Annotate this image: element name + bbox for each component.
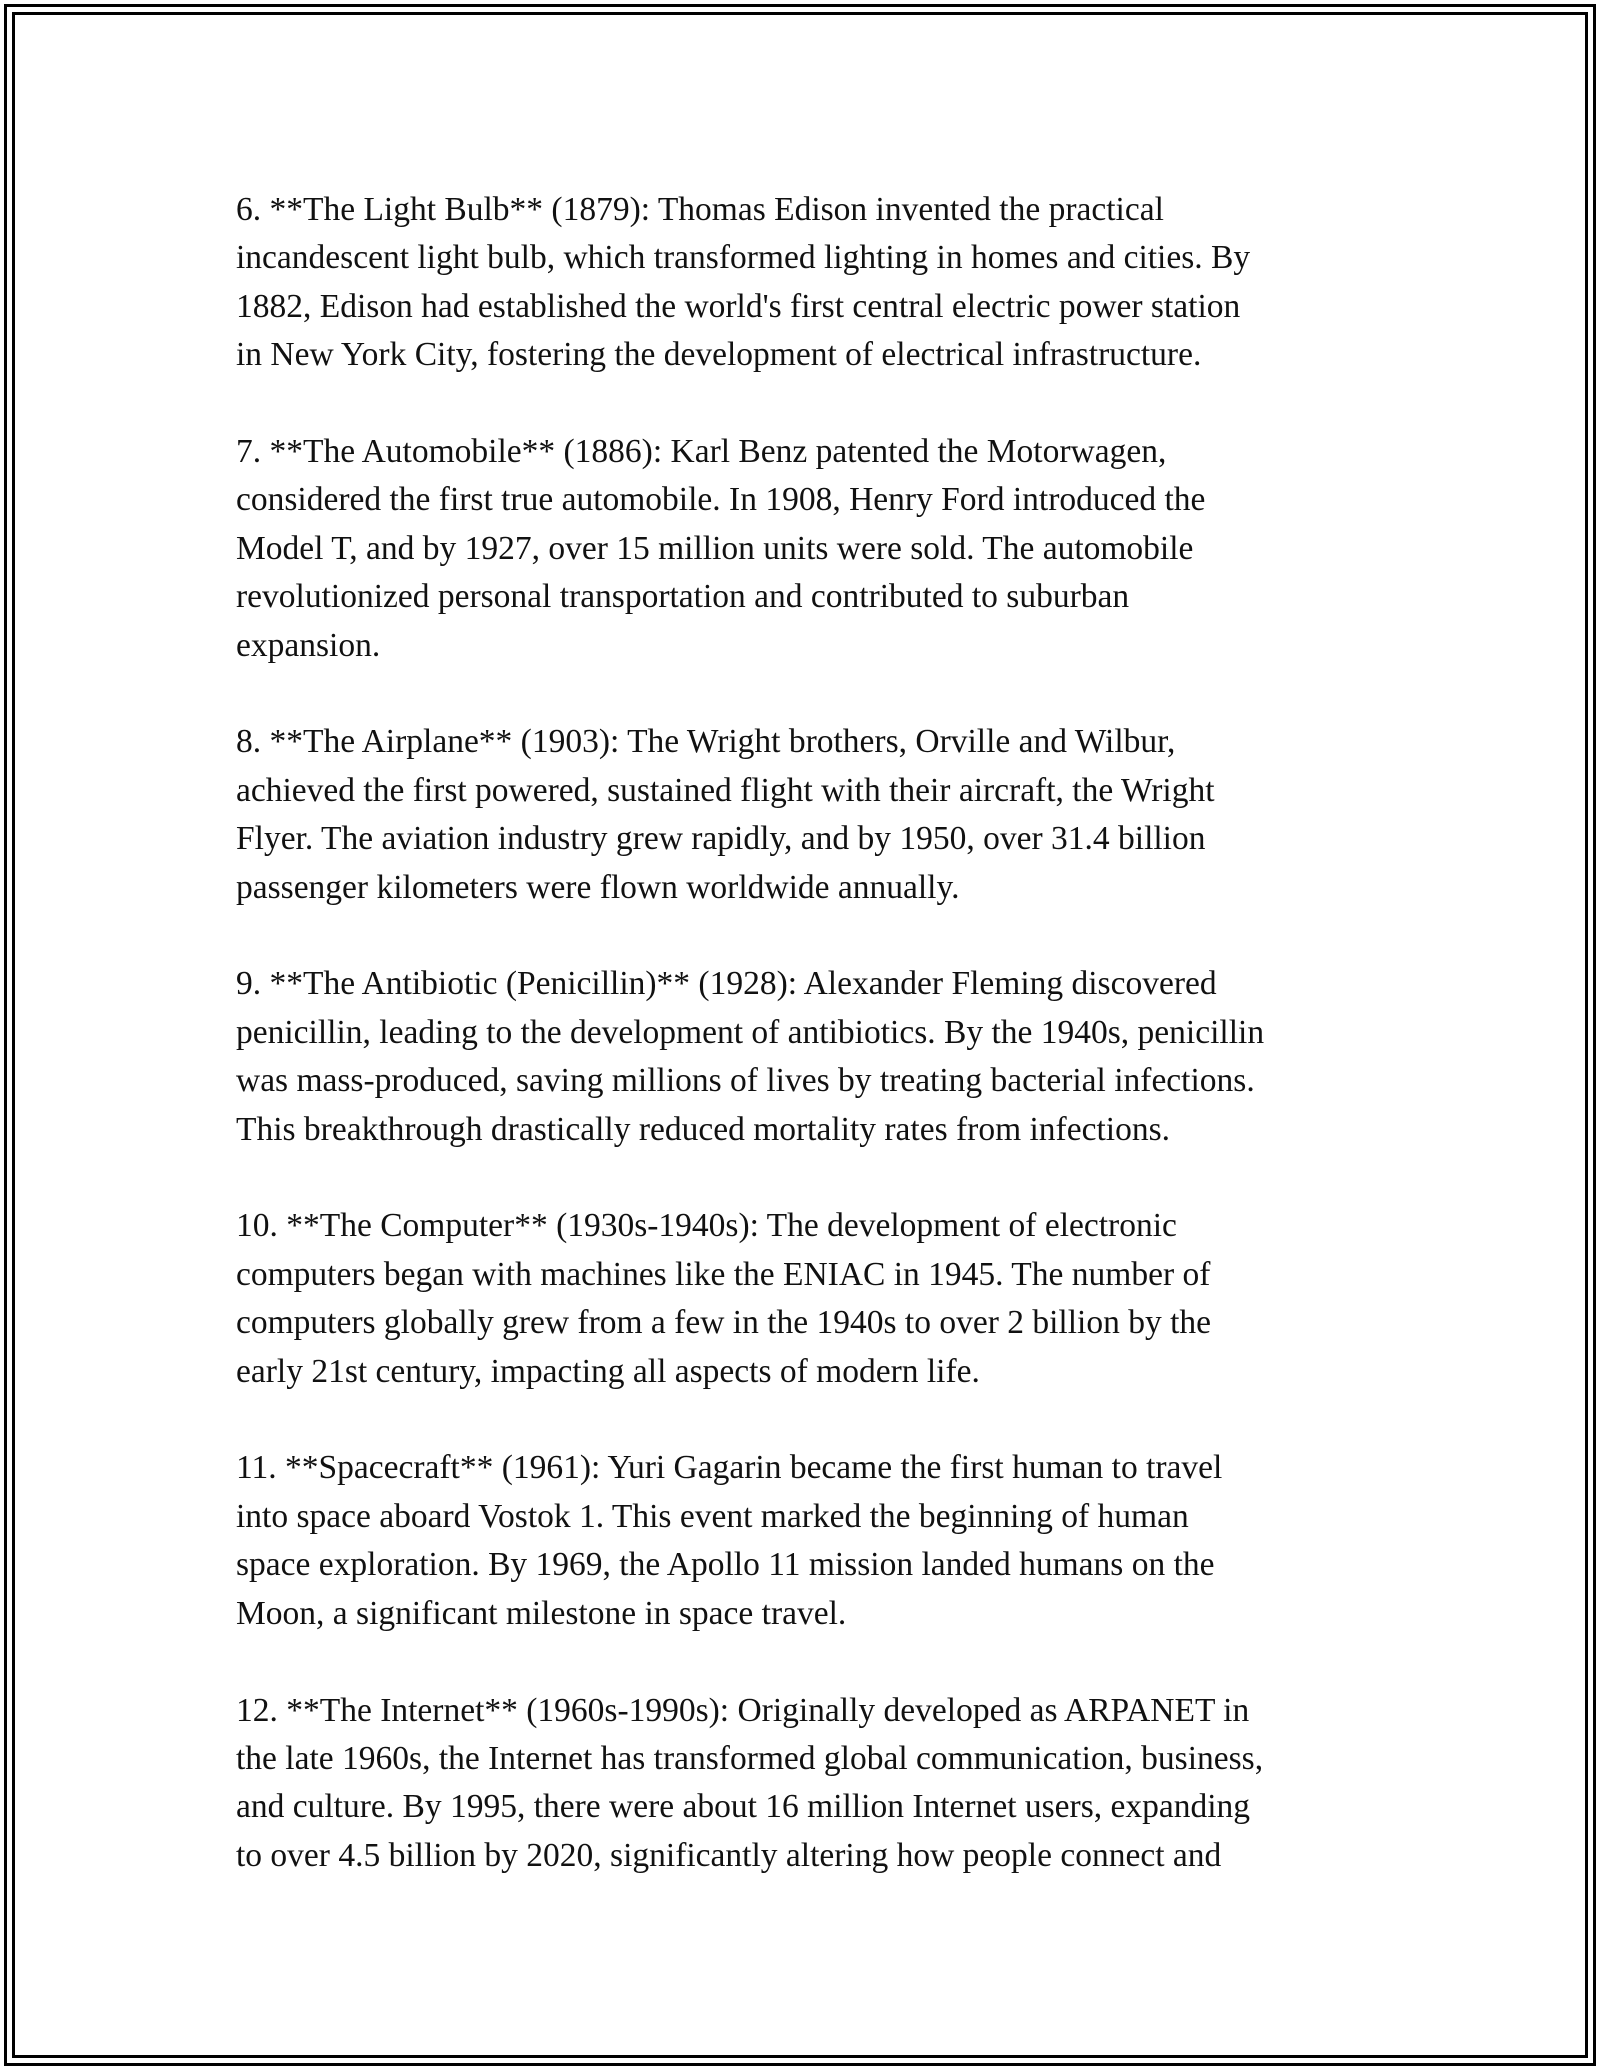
text-line: 7. **The Automobile** (1886): Karl Benz patented the Motorwagen, — [236, 433, 1167, 471]
paragraph-spacecraft — [236, 1444, 1376, 1638]
paragraph-airplane — [236, 718, 1376, 912]
paragraph-internet — [236, 1687, 1376, 1881]
text-line: 11. **Spacecraft** (1961): Yuri Gagarin became the first human to travel — [236, 1449, 1223, 1487]
text-line: and culture. By 1995, there were about 16 million Internet users, expanding — [236, 1788, 1251, 1826]
text-line: expansion. — [236, 626, 381, 664]
text-line: early 21st century, impacting all aspects of modern life. — [236, 1352, 980, 1390]
text-line: incandescent light bulb, which transformed lighting in homes and cities. By — [236, 239, 1251, 277]
text-line: considered the first true automobile. In 1908, Henry Ford introduced the — [236, 481, 1206, 519]
text-line: 12. **The Internet** (1960s-1990s): Originally developed as ARPANET in — [236, 1691, 1250, 1729]
text-line: was mass-produced, saving millions of lives by treating bacterial infections. — [236, 1062, 1255, 1100]
text-line: to over 4.5 billion by 2020, significantly altering how people connect and — [236, 1836, 1222, 1874]
text-line: Flyer. The aviation industry grew rapidly, and by 1950, over 31.4 billion — [236, 820, 1206, 858]
text-line: space exploration. By 1969, the Apollo 11 mission landed humans on the — [236, 1546, 1215, 1584]
text-line: passenger kilometers were flown worldwide annually. — [236, 868, 960, 906]
paragraph-light-bulb — [236, 186, 1376, 380]
text-line: computers globally grew from a few in the 1940s to over 2 billion by the — [236, 1304, 1212, 1342]
text-line: achieved the first powered, sustained flight with their aircraft, the Wright — [236, 771, 1215, 809]
text-line: in New York City, fostering the development of electrical infrastructure. — [236, 336, 1202, 374]
text-line: into space aboard Vostok 1. This event marked the beginning of human — [236, 1497, 1189, 1535]
text-line: 9. **The Antibiotic (Penicillin)** (1928): Alexander Fleming discovered — [236, 965, 1217, 1003]
paragraph-automobile — [236, 428, 1376, 670]
text-line: revolutionized personal transportation and contributed to suburban — [236, 578, 1130, 616]
text-line: 1882, Edison had established the world's first central electric power station — [236, 287, 1241, 325]
text-line: Moon, a significant milestone in space travel. — [236, 1594, 847, 1632]
text-line: 10. **The Computer** (1930s-1940s): The development of electronic — [236, 1207, 1177, 1245]
text-line: Model T, and by 1927, over 15 million units were sold. The automobile — [236, 529, 1194, 567]
document-body — [236, 186, 1376, 1929]
text-line: computers began with machines like the ENIAC in 1945. The number of — [236, 1255, 1211, 1293]
text-line: This breakthrough drastically reduced mortality rates from infections. — [236, 1110, 1170, 1148]
text-line: the late 1960s, the Internet has transformed global communication, business, — [236, 1739, 1264, 1777]
paragraph-antibiotic — [236, 960, 1376, 1154]
text-line: penicillin, leading to the development of antibiotics. By the 1940s, penicillin — [236, 1013, 1265, 1051]
paragraph-computer — [236, 1202, 1376, 1396]
text-line: 8. **The Airplane** (1903): The Wright brothers, Orville and Wilbur, — [236, 723, 1176, 761]
text-line: 6. **The Light Bulb** (1879): Thomas Edison invented the practical — [236, 191, 1164, 228]
